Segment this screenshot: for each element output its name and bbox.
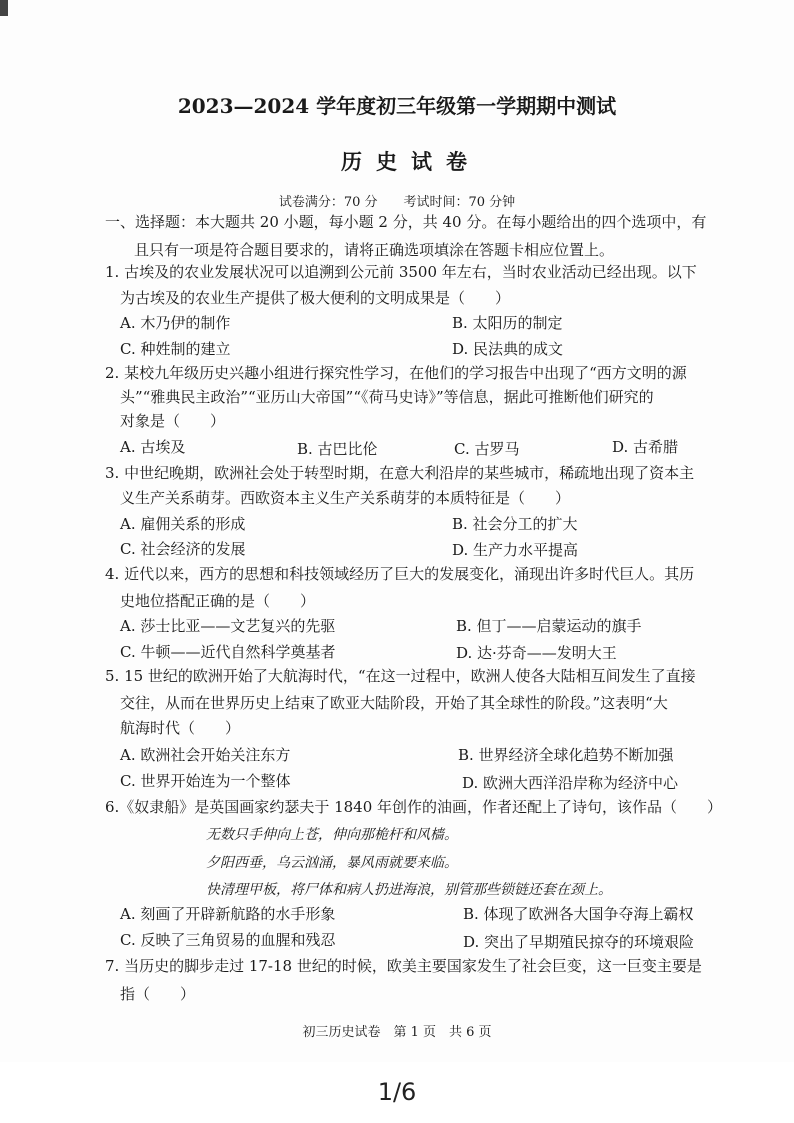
question-1-option-b: B. 太阳历的制定	[452, 314, 563, 332]
question-5-stem: 航海时代（ ）	[120, 719, 241, 737]
subject-title: 历史试卷	[341, 149, 481, 174]
exam-title: 2023—2024 学年度初三年级第一学期期中测试	[177, 94, 617, 118]
question-4-stem: 史地位搭配正确的是（ ）	[120, 592, 316, 610]
question-2-stem: 对象是（ ）	[120, 412, 226, 430]
question-7-stem: 指（ ）	[120, 985, 196, 1003]
question-6-option-d: D. 突出了早期殖民掠夺的环境艰险	[463, 933, 695, 951]
question-5-stem: 5. 15 世纪的欧洲开始了大航海时代，“在这一过程中，欧洲人使各大陆相互间发生了直接	[105, 667, 696, 685]
question-1-stem: 1. 古埃及的农业发展状况可以追溯到公元前 3500 年左右，当时农业活动已经出现。以下	[105, 263, 697, 281]
question-5-option-a: A. 欧洲社会开始关注东方	[120, 746, 291, 764]
question-5-option-c: C. 世界开始连为一个整体	[120, 772, 291, 790]
question-2-option-d: D. 古希腊	[612, 438, 679, 456]
question-3-stem: 3. 中世纪晚期，欧洲社会处于转型时期，在意大利沿岸的某些城市，稀疏地出现了资本主	[105, 464, 695, 482]
question-1-stem: 为古埃及的农业生产提供了极大便利的文明成果是（ ）	[120, 289, 511, 307]
question-2-stem: 2. 某校九年级历史兴趣小组进行探究性学习，在他们的学习报告中出现了“西方文明的源	[105, 364, 687, 382]
question-2-option-b: B. 古巴比伦	[297, 440, 378, 458]
question-6-option-b: B. 体现了欧洲各大国争夺海上霸权	[463, 905, 694, 923]
question-6-poem-line: 无数只手伸向上苍，伸向那桅杆和风樯。	[206, 827, 458, 843]
question-3-option-a: A. 雇佣关系的形成	[120, 515, 246, 533]
question-3-option-c: C. 社会经济的发展	[120, 540, 246, 558]
page-indicator: 1/6	[377, 1078, 417, 1106]
question-3-option-b: B. 社会分工的扩大	[452, 515, 578, 533]
question-4-stem: 4. 近代以来，西方的思想和科技领域经历了巨大的发展变化，涌现出许多时代巨人。其历	[105, 565, 695, 583]
question-1-option-a: A. 木乃伊的制作	[120, 314, 231, 332]
question-5-option-b: B. 世界经济全球化趋势不断加强	[458, 746, 674, 764]
exam-info: 试卷满分：70 分 考试时间：70 分钟	[278, 195, 516, 210]
question-4-option-c: C. 牛顿——近代自然科学奠基者	[120, 643, 336, 661]
question-3-stem: 义生产关系萌芽。西欧资本主义生产关系萌芽的本质特征是（ ）	[120, 489, 571, 507]
question-4-option-b: B. 但丁——启蒙运动的旗手	[456, 617, 642, 635]
question-2-option-a: A. 古埃及	[120, 438, 186, 456]
question-3-option-d: D. 生产力水平提高	[452, 541, 579, 559]
question-6-poem-line: 夕阳西垂，乌云汹涌，暴风雨就要来临。	[206, 855, 458, 871]
question-6-option-a: A. 刻画了开辟新航路的水手形象	[120, 905, 336, 923]
question-1-option-c: C. 种姓制的建立	[120, 340, 231, 358]
question-4-option-a: A. 莎士比亚——文艺复兴的先驱	[120, 617, 336, 635]
scan-corner-mark	[0, 0, 8, 16]
question-2-stem: 头”“雅典民主政治”“亚历山大帝国”“《荷马史诗》”等信息，据此可推断他们研究的	[120, 388, 654, 406]
page-footer: 初三历史试卷 第 1 页 共 6 页	[302, 1025, 492, 1040]
question-4-option-d: D. 达·芬奇——发明大王	[456, 644, 617, 662]
question-2-option-c: C. 古罗马	[454, 440, 520, 458]
question-1-option-d: D. 民法典的成文	[452, 340, 564, 358]
question-7-stem: 7. 当历史的脚步走过 17-18 世纪的时候，欧美主要国家发生了社会巨变，这一巨变主要是	[105, 957, 702, 975]
question-6-stem: 6.《奴隶船》是英国画家约瑟夫于 1840 年创作的油画，作者还配上了诗句，该作品（ ）	[105, 798, 723, 816]
question-5-option-d: D. 欧洲大西洋沿岸称为经济中心	[462, 774, 679, 792]
question-6-poem-line: 快清理甲板，将尸体和病人扔进海浪，别管那些锁链还套在颈上。	[206, 882, 612, 898]
section-instruction: 且只有一项是符合题目要求的，请将正确选项填涂在答题卡相应位置上。	[134, 241, 615, 259]
question-5-stem: 交往，从而在世界历史上结束了欧亚大陆阶段，开始了其全球性的阶段。”这表明“大	[120, 694, 668, 712]
section-instruction: 一、选择题：本大题共 20 小题，每小题 2 分，共 40 分。在每小题给出的四个选项中，有	[105, 213, 707, 231]
question-6-option-c: C. 反映了三角贸易的血腥和残忍	[120, 931, 336, 949]
